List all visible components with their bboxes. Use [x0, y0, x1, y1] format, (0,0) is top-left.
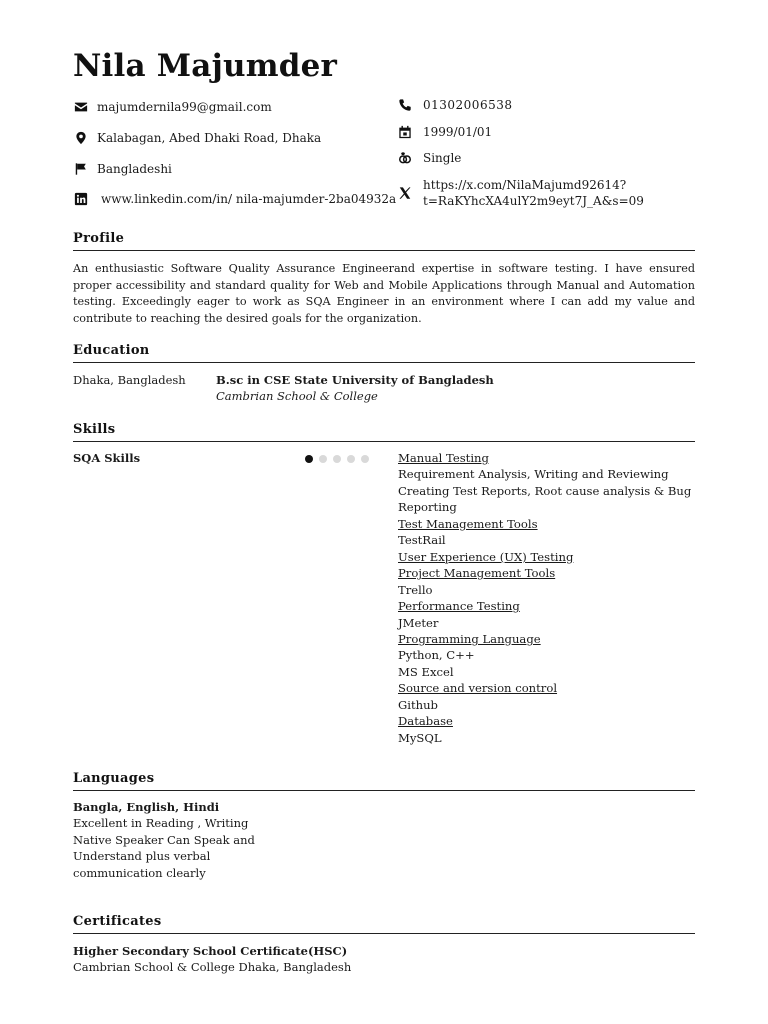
envelope-icon: [73, 99, 89, 115]
x-profile-text: [423, 177, 644, 209]
linkedin-icon: [73, 191, 89, 207]
section-title-languages: Languages: [73, 771, 155, 786]
section-divider: [73, 441, 695, 442]
address-text: Kalabagan, Abed Dhaki Road, Dhaka: [97, 131, 322, 145]
calendar-icon: [397, 124, 413, 140]
section-divider: [73, 250, 695, 251]
rating-dot-empty: [319, 455, 327, 463]
contact-phone[interactable]: [397, 97, 512, 113]
profile-summary: An enthusiastic Software Quality Assurance Engineerand expertise in software testing. I have ensured proper accessibility and standard quality for Web and Mobile Applications through Manual and Automation testing. Exceedingly eager to work as SQA Engineer in an environment where I can add my value and contribute to reaching the desired goals for the organization.: [73, 262, 695, 325]
skill-level-rating: [305, 455, 369, 463]
flag-icon: [73, 161, 89, 177]
x-logo-icon: [397, 185, 413, 201]
education-degree: B.sc in CSE State University of Bangladesh: [216, 373, 494, 387]
contact-email[interactable]: [73, 99, 272, 115]
skill-list-item: Test Management Tools: [398, 516, 538, 531]
skill-list-item: Reporting: [398, 500, 457, 515]
candidate-name: Nila Majumder: [73, 48, 338, 84]
section-title-certificates: Certificates: [73, 914, 162, 929]
contact-address: [73, 130, 321, 146]
skill-list-item: User Experience (UX) Testing: [398, 549, 574, 564]
rating-dot-empty: [347, 455, 355, 463]
skill-list-item: Database: [398, 714, 453, 729]
skill-list-item: MS Excel: [398, 664, 454, 679]
skill-list-item: Trello: [398, 582, 433, 597]
contact-marital-status: [397, 150, 461, 166]
linkedin-text: www.linkedin.com/in/ nila-majumder-2ba04932a: [101, 192, 397, 206]
rating-dot-filled: [305, 455, 313, 463]
contact-linkedin[interactable]: [73, 191, 396, 207]
skill-list-item: MySQL: [398, 730, 442, 745]
nationality-text: Bangladeshi: [97, 162, 172, 176]
skill-list-item: Source and version control: [398, 681, 558, 696]
skill-list-item: Project Management Tools: [398, 566, 556, 581]
skill-list-item: Github: [398, 697, 438, 712]
skill-list-item: Requirement Analysis, Writing and Reviewing: [398, 467, 669, 482]
contact-x-profile[interactable]: [397, 177, 644, 209]
skill-list-item: TestRail: [398, 533, 446, 548]
email-text: majumdernila99@gmail.com: [97, 100, 272, 114]
certificate-title: Higher Secondary School Certificate(HSC): [73, 944, 348, 958]
skill-list-item: Creating Test Reports, Root cause analysis & Bug: [398, 483, 692, 498]
skill-list-item: Python, C++: [398, 648, 475, 663]
section-divider: [73, 933, 695, 934]
skill-list-item: Programming Language: [398, 631, 541, 646]
contact-nationality: [73, 161, 172, 177]
skill-list-item: Performance Testing: [398, 599, 520, 614]
education-location: Dhaka, Bangladesh: [73, 373, 186, 387]
rating-dot-empty: [361, 455, 369, 463]
skill-list-item: JMeter: [398, 615, 439, 630]
section-divider: [73, 790, 695, 791]
rings-icon: [397, 150, 413, 166]
education-school: Cambrian School & College: [216, 389, 378, 403]
x-url-line-1: https://x.com/NilaMajumd92614?: [423, 178, 627, 192]
rating-dot-empty: [333, 455, 341, 463]
skill-list: [398, 450, 698, 746]
x-url-line-2: t=RaKYhcXA4ulY2m9eyt7J_A&s=09: [423, 194, 644, 208]
phone-text: 01302006538: [423, 98, 513, 112]
birthdate-text: 1999/01/01: [423, 125, 493, 139]
marital-status-text: Single: [423, 151, 462, 165]
section-title-skills: Skills: [73, 422, 116, 437]
section-divider: [73, 362, 695, 363]
certificate-institution: Cambrian School & College Dhaka, Bangladesh: [73, 960, 352, 974]
phone-icon: [397, 97, 413, 113]
section-title-education: Education: [73, 343, 150, 358]
contact-birthdate: [397, 124, 492, 140]
skill-category-name: SQA Skills: [73, 451, 141, 465]
section-title-profile: Profile: [73, 231, 125, 246]
location-pin-icon: [73, 130, 89, 146]
languages-description: Excellent in Reading , Writing Native Speaker Can Speak and Understand plus verbal communication clearly: [73, 816, 255, 880]
languages-list: Bangla, English, Hindi: [73, 800, 220, 814]
skill-list-item: Manual Testing: [398, 451, 489, 465]
